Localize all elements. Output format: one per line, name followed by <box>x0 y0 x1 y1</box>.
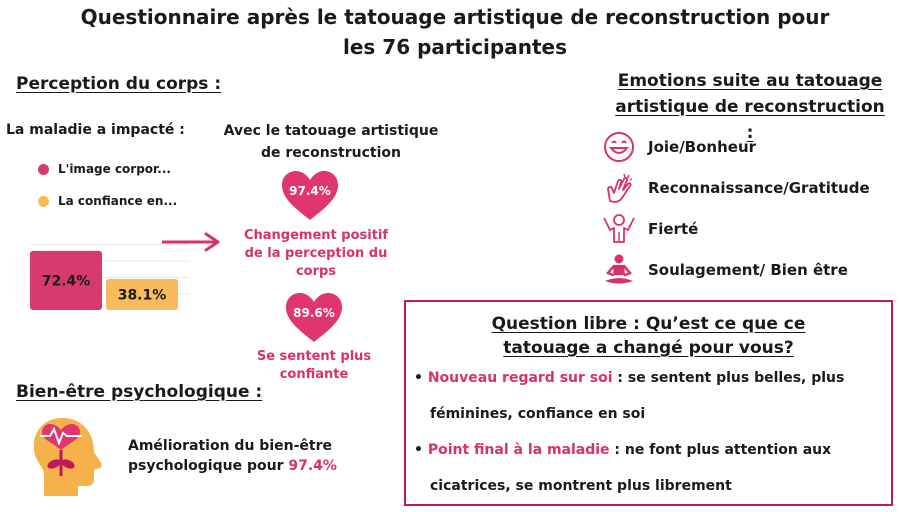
heart-2-caption: Se sentent plus confiante <box>256 349 372 382</box>
bullet-icon: • <box>414 370 423 386</box>
heart-1-value: 97.4% <box>289 184 331 198</box>
head-heart-icon <box>28 414 106 498</box>
smile-icon <box>602 130 636 164</box>
wellbeing-value: 97.4% <box>288 458 337 474</box>
emotion-joy: Joie/Bonheur <box>602 130 756 164</box>
emotion-pride: Fierté <box>602 212 698 246</box>
impact-label: La maladie a impacté : <box>6 122 185 138</box>
heart-1-caption: Changement positif de la perception du corps <box>243 228 389 279</box>
answer-2-highlight: Point final à la maladie <box>427 442 610 458</box>
emotions-heading: Emotions suite au tatouage artistique de reconstruction : <box>615 71 885 143</box>
wellbeing-heading: Bien-être psychologique : <box>16 382 263 402</box>
bullet-icon: • <box>414 442 423 458</box>
legend-item-image: L'image corpor... <box>38 162 171 176</box>
emotion-relief: Soulagement/ Bien être <box>602 253 848 287</box>
legend-dot-orange <box>38 196 49 207</box>
emotion-gratitude: Reconnaissance/Gratitude <box>602 171 870 205</box>
heart-2-value: 89.6% <box>293 306 335 320</box>
legend-item-confidence: La confiance en... <box>38 194 177 208</box>
clapping-hands-icon <box>602 171 636 205</box>
question-heading: Question libre : Qu’est ce que ce tatouage a changé pour vous? <box>491 314 806 358</box>
answer-1-highlight: Nouveau regard sur soi <box>427 370 613 386</box>
heart-2 <box>284 292 344 344</box>
arrow-right-icon <box>160 230 224 254</box>
answer-1-continued: féminines, confiance en soi <box>430 406 646 422</box>
bar-1-label: 72.4% <box>41 273 91 290</box>
legend-dot-pink <box>38 164 49 175</box>
proud-person-icon <box>602 212 636 246</box>
meditation-icon <box>602 253 636 287</box>
page-title: Questionnaire après le tatouage artistique de reconstruction pour les 76 participantes <box>80 5 830 59</box>
wellbeing-text: Amélioration du bien-être psychologique pour 97.4% <box>128 438 337 474</box>
answer-2: • Point final à la maladie : ne font plus attention aux <box>414 442 832 458</box>
answer-1: • Nouveau regard sur soi : se sentent plus belles, plus <box>414 370 845 386</box>
heart-1 <box>280 170 340 222</box>
after-tattoo-label: Avec le tatouage artistique de reconstruction <box>223 123 439 161</box>
perception-heading: Perception du corps : <box>16 74 222 94</box>
answer-2-continued: cicatrices, se montrent plus librement <box>430 478 732 494</box>
bar-2-label: 38.1% <box>117 287 167 304</box>
